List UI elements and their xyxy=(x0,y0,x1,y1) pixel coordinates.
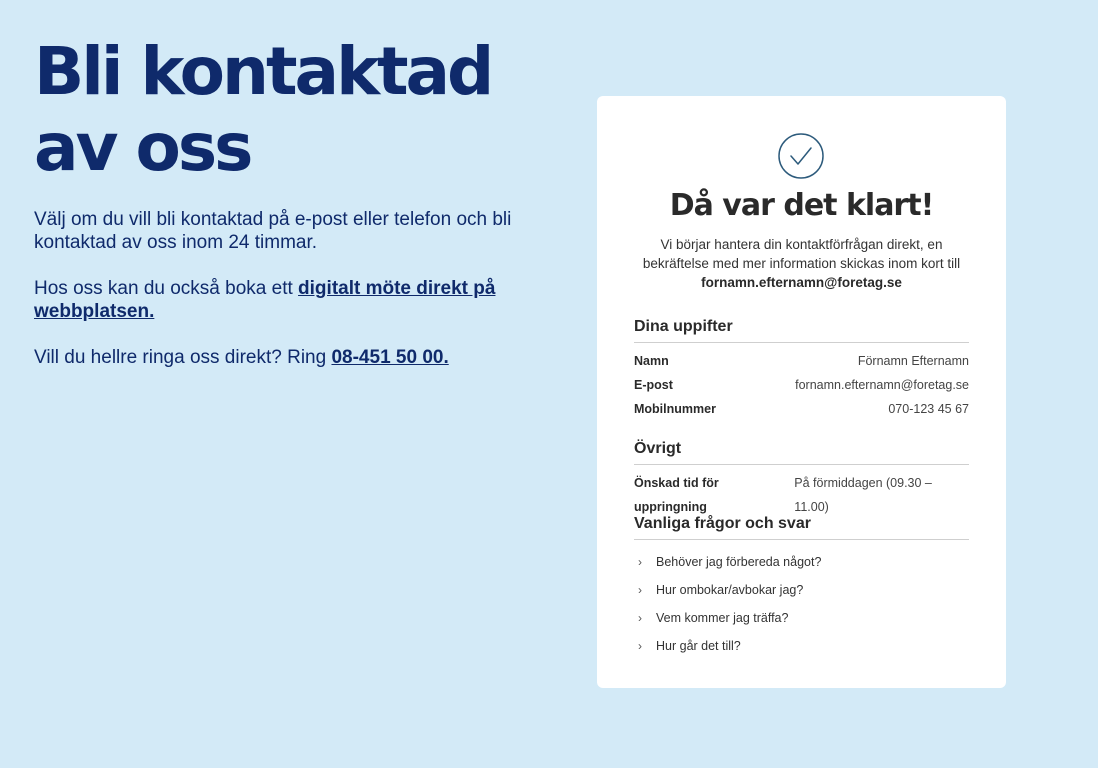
page-title-line-1: Bli kontaktad xyxy=(34,33,492,110)
faq-item[interactable] xyxy=(634,604,969,632)
phone-link[interactable]: 08-451 50 00. xyxy=(331,347,449,368)
details-section xyxy=(634,318,969,421)
confirmation-title: Då var det klart! xyxy=(669,188,934,223)
intro-paragraph-3 xyxy=(34,346,554,369)
chevron-right-icon: › xyxy=(638,583,642,597)
detail-value: fornamn.efternamn@foretag.se xyxy=(795,378,969,392)
intro-paragraph-2-text: Hos oss kan du också boka ett xyxy=(34,278,299,299)
faq-item[interactable] xyxy=(634,632,969,660)
digital-meeting-link[interactable]: digitalt möte direkt på webbplatsen. xyxy=(34,278,496,322)
intro-paragraph-3-text: Vill du hellre ringa oss direkt? Ring xyxy=(34,347,332,368)
page-title xyxy=(34,34,554,186)
detail-row-email xyxy=(634,373,969,397)
faq-title: Vanliga frågor och svar xyxy=(634,515,969,540)
confirmation-message xyxy=(627,235,976,292)
detail-value: 070-123 45 67 xyxy=(888,402,969,416)
faq-list xyxy=(634,548,969,660)
detail-label: E-post xyxy=(634,378,673,392)
other-title: Övrigt xyxy=(634,440,969,465)
faq-item-label: Hur går det till? xyxy=(656,639,741,653)
detail-row-name xyxy=(634,349,969,373)
intro-paragraph-2 xyxy=(34,277,554,323)
chevron-right-icon: › xyxy=(638,555,642,569)
other-label: Önskad tid för uppringning xyxy=(634,476,719,514)
chevron-right-icon: › xyxy=(638,639,642,653)
faq-item-label: Vem kommer jag träffa? xyxy=(656,611,789,625)
faq-item[interactable] xyxy=(634,576,969,604)
faq-item-label: Hur ombokar/avbokar jag? xyxy=(656,583,804,597)
details-title: Dina uppifter xyxy=(634,318,969,343)
intro-text xyxy=(34,208,554,369)
other-section xyxy=(634,440,969,514)
detail-value: Förnamn Efternamn xyxy=(857,354,969,368)
detail-label: Namn xyxy=(634,354,669,368)
detail-label: Mobilnummer xyxy=(634,402,716,416)
faq-item-label: Behöver jag förbereda något? xyxy=(656,555,822,569)
hero-section xyxy=(34,34,554,392)
faq-item[interactable] xyxy=(634,548,969,576)
confirmation-message-text: Vi börjar hantera din kontaktförfrågan direkt, en bekräftelse med mer information skickas inom kort till xyxy=(642,237,961,271)
confirmation-email: fornamn.efternamn@foretag.se xyxy=(701,275,902,290)
other-row-callback-time xyxy=(634,471,969,514)
intro-paragraph-1: Välj om du vill bli kontaktad på e-post eller telefon och bli kontaktad av oss inom 24 timmar. xyxy=(34,209,512,253)
check-circle-icon xyxy=(778,133,824,179)
chevron-right-icon: › xyxy=(638,611,642,625)
faq-section xyxy=(634,515,969,660)
page-title-line-2: av oss xyxy=(34,109,251,186)
confirmation-card xyxy=(597,96,1006,688)
other-value: På förmiddagen (09.30 – 11.00) xyxy=(794,476,932,514)
detail-row-phone xyxy=(634,397,969,421)
